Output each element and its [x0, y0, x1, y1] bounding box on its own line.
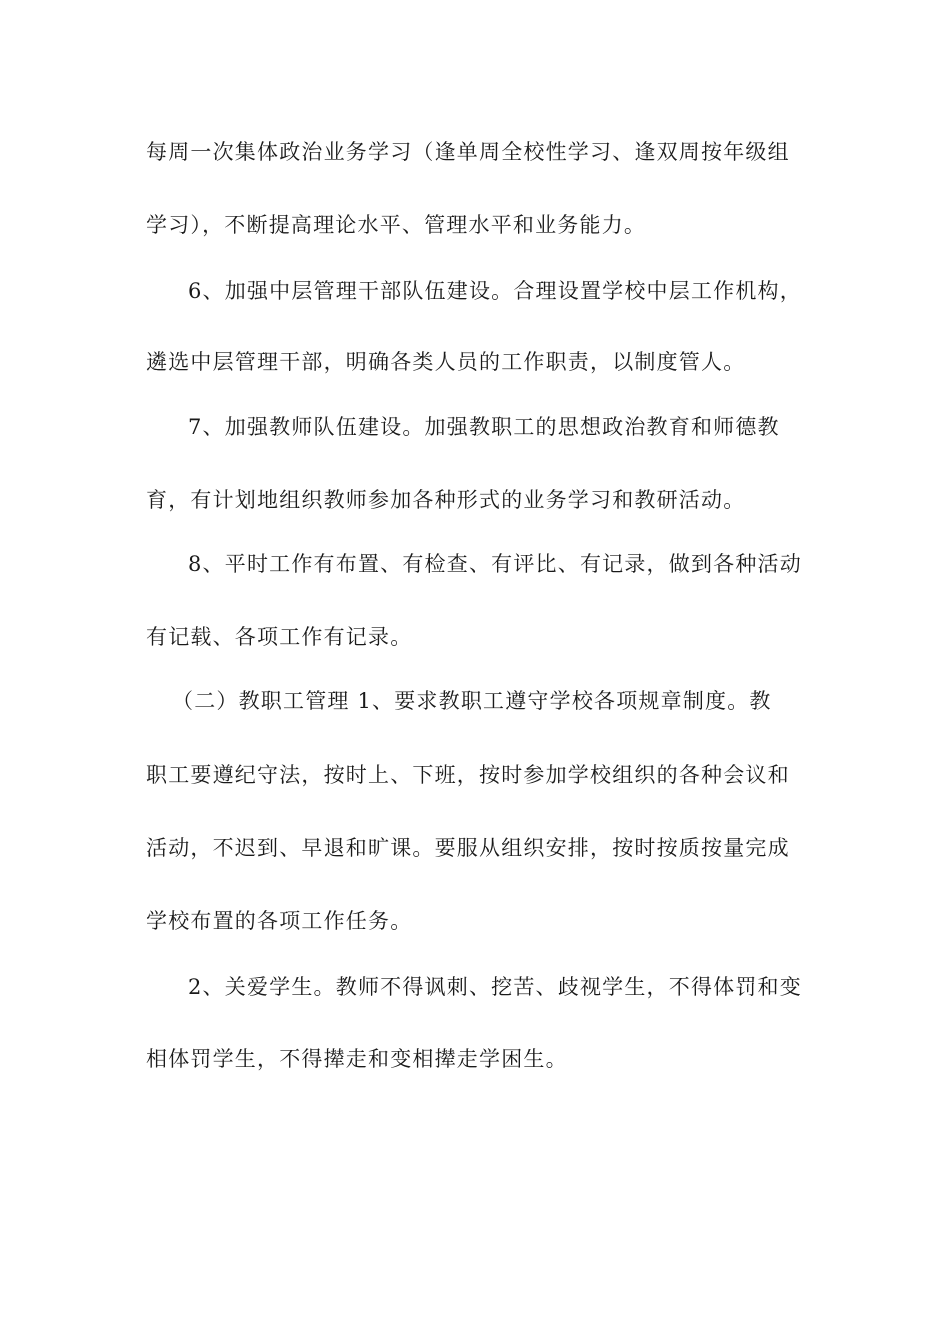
- text-line: 有记载、各项工作有记录。: [146, 625, 413, 649]
- text-line: 育，有计划地组织教师参加各种形式的业务学习和教研活动。: [146, 488, 746, 512]
- text-line: 活动，不迟到、早退和旷课。要服从组织安排，按时按质按量完成: [146, 836, 790, 860]
- text-line: 相体罚学生，不得撵走和变相撵走学困生。: [146, 1047, 568, 1071]
- text-line: 职工要遵纪守法，按时上、下班，按时参加学校组织的各种会议和: [146, 763, 790, 787]
- paragraph-8-line: 8、平时工作有布置、有检查、有评比、有记录，做到各种活动: [188, 552, 802, 576]
- text-line: 遴选中层管理干部，明确各类人员的工作职责，以制度管人。: [146, 350, 746, 374]
- text-line: 学校布置的各项工作任务。: [146, 909, 413, 933]
- paragraph-2-line: 2、关爱学生。教师不得讽刺、挖苦、歧视学生，不得体罚和变: [188, 975, 802, 999]
- paragraph-7-line: 7、加强教师队伍建设。加强教职工的思想政治教育和师德教: [188, 415, 780, 439]
- section-2-line: （二）教职工管理 1、要求教职工遵守学校各项规章制度。教: [172, 689, 772, 713]
- paragraph-6-line: 6、加强中层管理干部队伍建设。合理设置学校中层工作机构，: [188, 279, 802, 303]
- text-line: 每周一次集体政治业务学习（逢单周全校性学习、逢双周按年级组: [146, 140, 790, 164]
- text-line: 学习），不断提高理论水平、管理水平和业务能力。: [146, 213, 647, 237]
